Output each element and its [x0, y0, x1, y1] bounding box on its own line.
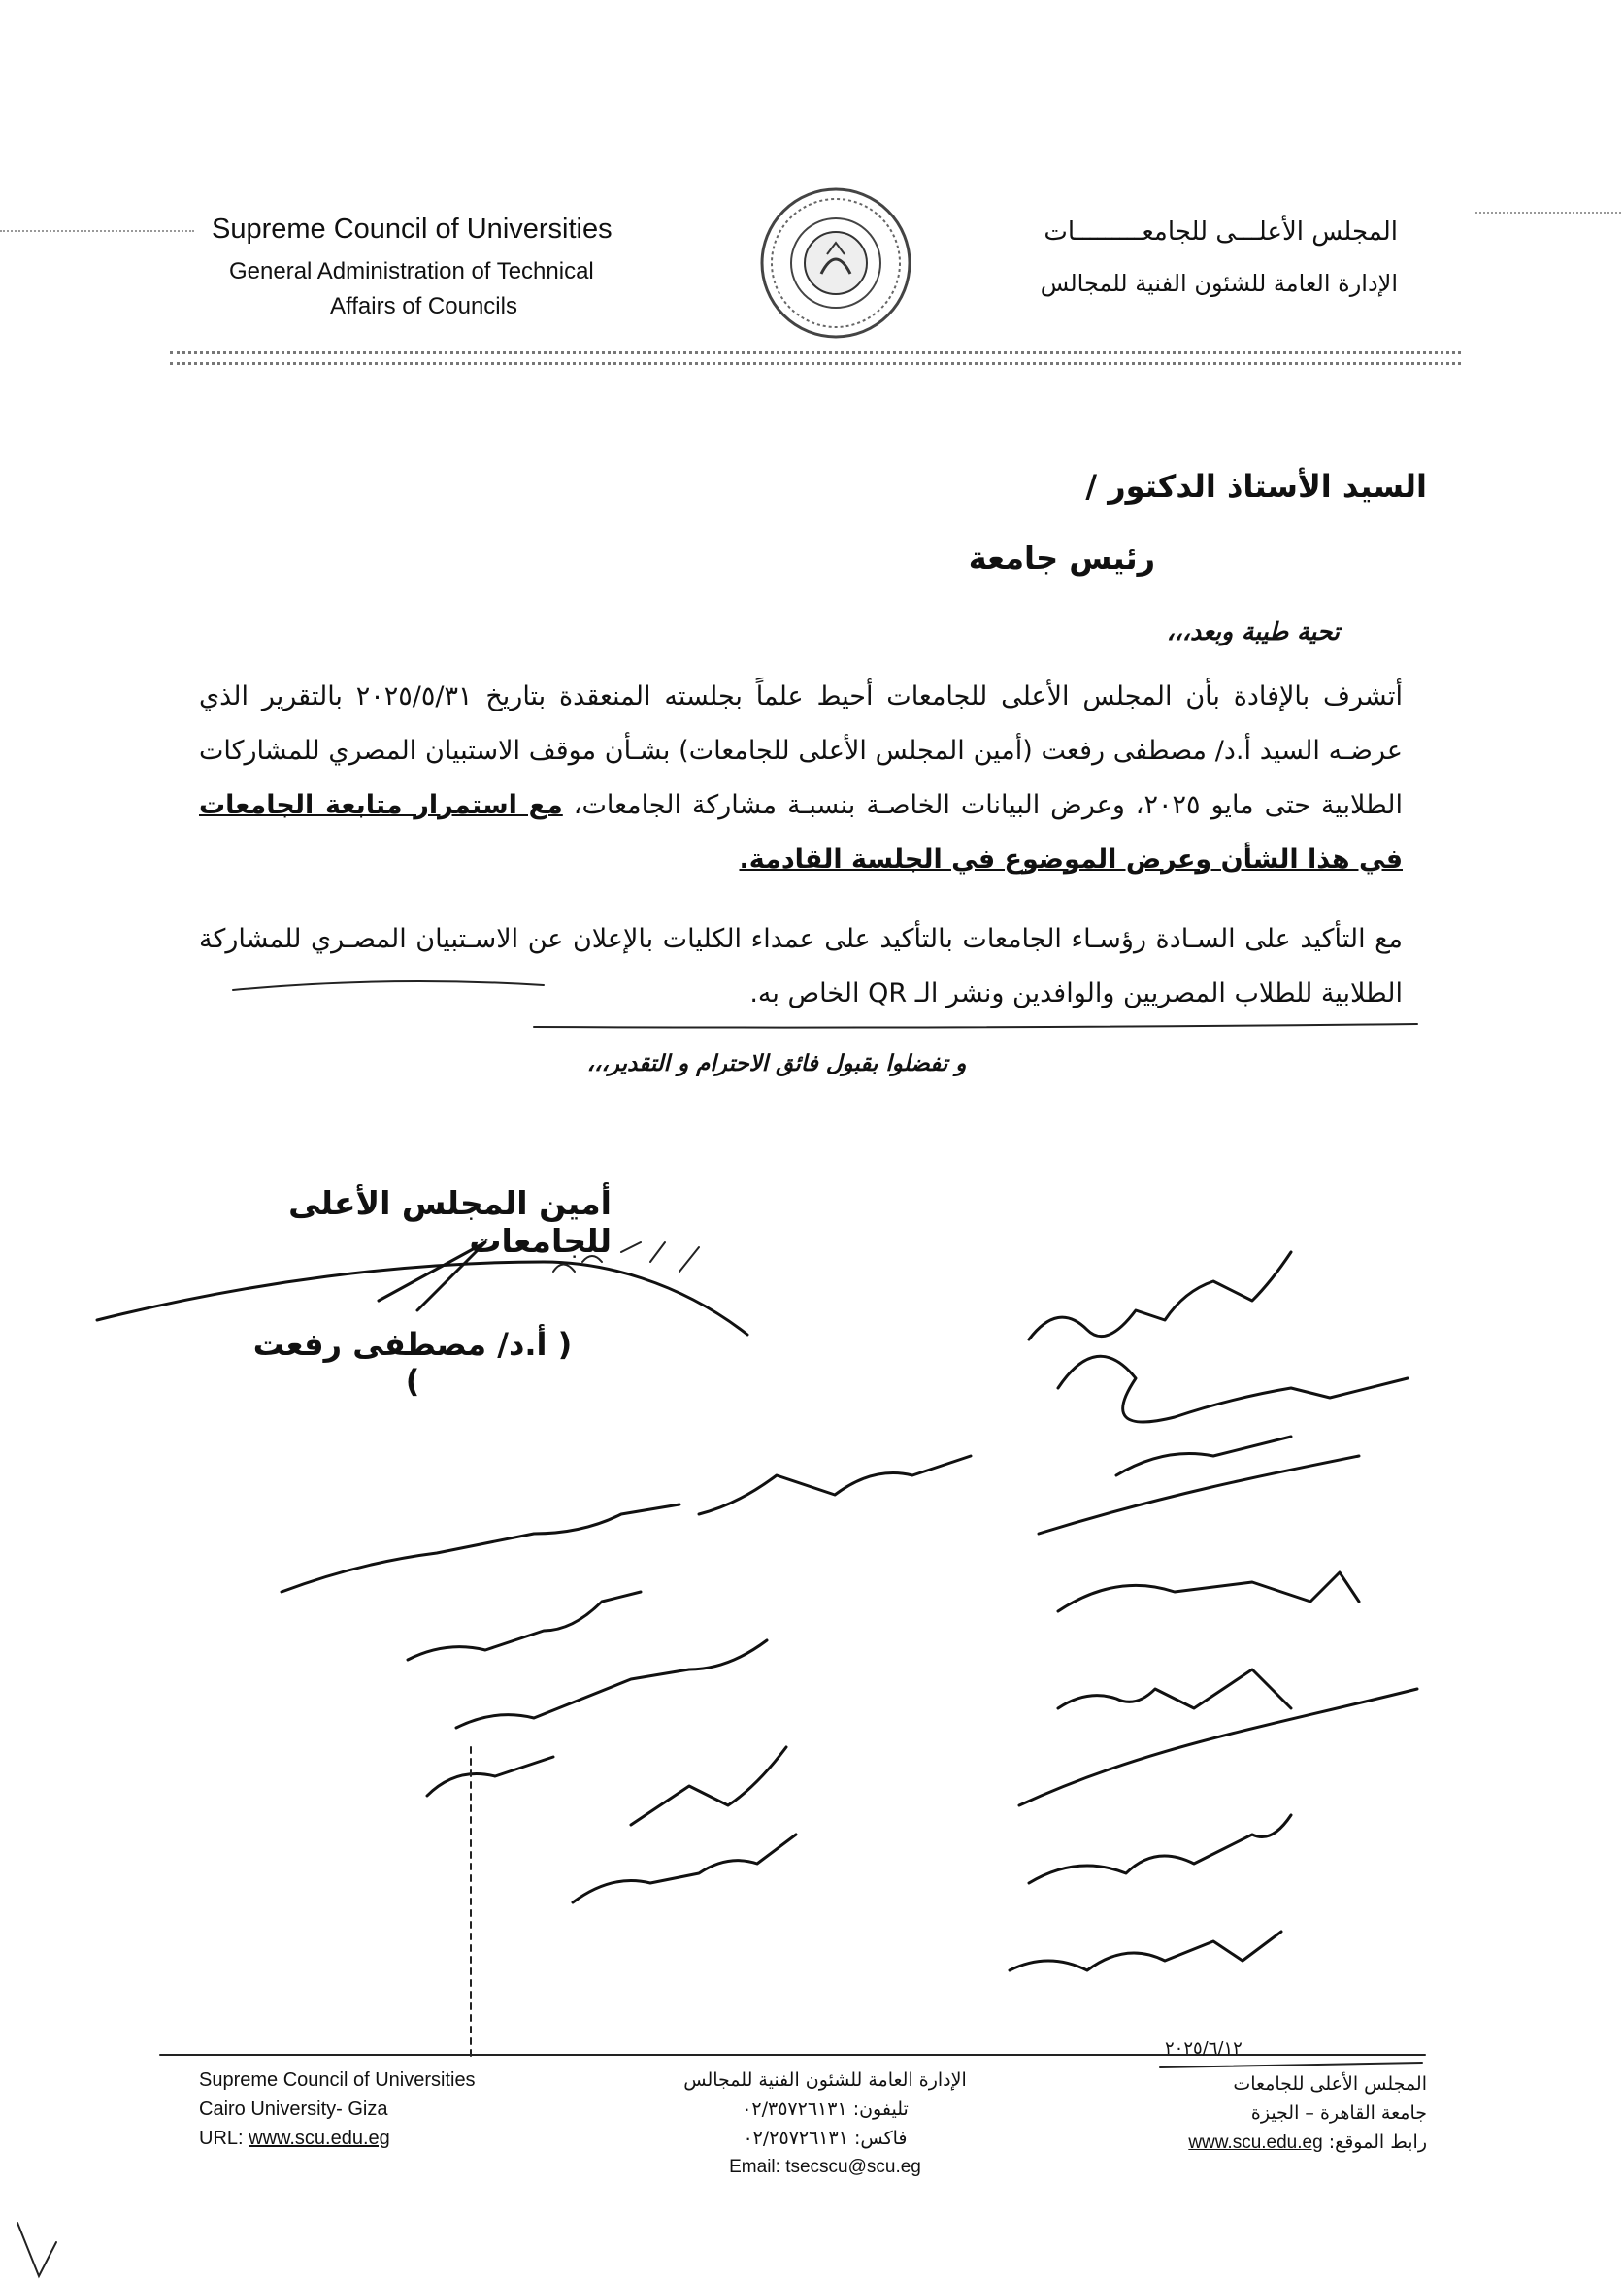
- footer-ar-org: المجلس الأعلى للجامعات: [1233, 2073, 1427, 2095]
- footer-mid-dept: الإدارة العامة للشئون الفنية للمجالس: [683, 2069, 967, 2091]
- paragraph-1-text: أتشرف بالإفادة بأن المجلس الأعلى للجامعات أحيط علماً بجلسته المنعقدة بتاريخ ٢٠٢٥/٥/٣١ بالتقرير الذي عرضـه السيد أ.د/ مصطفى رفعت (أمين المجلس الأعلى للجامعات) بشـأن موقف الاستبيان المصري للمشاركات الطلابية حتى مايو ٢٠٢٥، وعرض البيانات الخاصـة بنسبـة مشاركة الجامعات،: [199, 681, 1403, 820]
- note-right-5: [1058, 1572, 1359, 1611]
- footer-mid-email[interactable]: Email: tsecscu@scu.eg: [729, 2157, 921, 2177]
- footer-ar-url-line: [1116, 2128, 1427, 2158]
- footer-ar-address: جامعة القاهرة – الجيزة: [1250, 2102, 1427, 2124]
- footer-en-url-label: URL:: [199, 2128, 249, 2149]
- stamp-underline: [1160, 2063, 1422, 2067]
- footer-mid-fax: فاكس: ٠٢/٢٥٧٢٦١٣١: [743, 2128, 908, 2149]
- paragraph-1-emphasis: مع استمرار متابعة الجامعات في هذا الشأن وعرض الموضوع في الجلسة القادمة.: [199, 790, 1403, 875]
- footer-en-address: Cairo University- Giza: [199, 2099, 388, 2120]
- note-right-9: [1010, 1932, 1281, 1970]
- note-right-8: [1029, 1815, 1291, 1883]
- greeting: تحية طيبة وبعد،،،: [1166, 617, 1340, 645]
- note-left-1: [699, 1456, 971, 1514]
- note-right-2: [1058, 1356, 1408, 1422]
- header-en-subtitle-2: Affairs of Councils: [330, 293, 517, 319]
- footer-ar: [1116, 2069, 1427, 2158]
- signature-date-mark: [553, 1242, 699, 1272]
- header-en-title: Supreme Council of Universities: [212, 214, 613, 245]
- pen-underline-1: [233, 981, 544, 990]
- footer-mid-phone: تليفون: ٠٢/٣٥٧٢٦١٣١: [742, 2099, 909, 2120]
- note-right-6: [1058, 1669, 1291, 1708]
- footer-en-org: Supreme Council of Universities: [199, 2069, 476, 2091]
- footer-middle: [670, 2066, 980, 2182]
- paragraph-2-text: مع التأكيد على السـادة رؤسـاء الجامعات بالتأكيد على عمداء الكليات بالإعلان عن الاسـتبيان المصـري للمشاركة الطلابية للطلاب المصريين والوافدين ونشر الـ QR الخاص به.: [199, 924, 1403, 1008]
- header-ar-subtitle: الإدارة العامة للشئون الفنية للمجالس: [1040, 270, 1398, 297]
- corner-mark: [17, 2223, 56, 2276]
- note-left-6: [631, 1747, 786, 1825]
- footer-ar-url-link[interactable]: www.scu.edu.eg: [1188, 2132, 1323, 2153]
- note-left-4: [456, 1640, 767, 1728]
- recipient: رئيس جامعة: [968, 540, 1155, 577]
- note-right-1: [1029, 1252, 1291, 1339]
- footer-en-url-line: [199, 2124, 548, 2153]
- footer-en: [199, 2066, 548, 2153]
- closing: و تفضلوا بقبول فائق الاحترام و التقدير،،،: [586, 1051, 967, 1076]
- note-right-3: [1116, 1437, 1291, 1475]
- footer-ar-url-label: رابط الموقع:: [1322, 2132, 1427, 2153]
- signature-stroke: [379, 1242, 485, 1310]
- footer-stamp-date: ٢٠٢٥/٦/١٢: [1165, 2038, 1243, 2059]
- note-left-2: [282, 1504, 679, 1592]
- note-right-4: [1039, 1456, 1359, 1534]
- salutation: السيد الأستاذ الدكتور /: [1085, 468, 1427, 505]
- header-ar-title: المجلس الأعلـــى للجامعـــــــــات: [1044, 217, 1398, 247]
- signatory-title: أمين المجلس الأعلى للجامعات: [288, 1184, 612, 1260]
- note-left-3: [408, 1592, 641, 1660]
- header-en-subtitle-1: General Administration of Technical: [229, 258, 594, 284]
- pen-underline-2: [534, 1024, 1417, 1028]
- note-left-5: [427, 1757, 553, 1796]
- signature-main: [97, 1262, 747, 1335]
- footer-en-url-link[interactable]: www.scu.edu.eg: [249, 2128, 390, 2149]
- note-right-7: [1019, 1689, 1417, 1805]
- signatory-name: ( أ.د/ مصطفى رفعت ): [252, 1326, 573, 1400]
- note-left-7: [573, 1835, 796, 1902]
